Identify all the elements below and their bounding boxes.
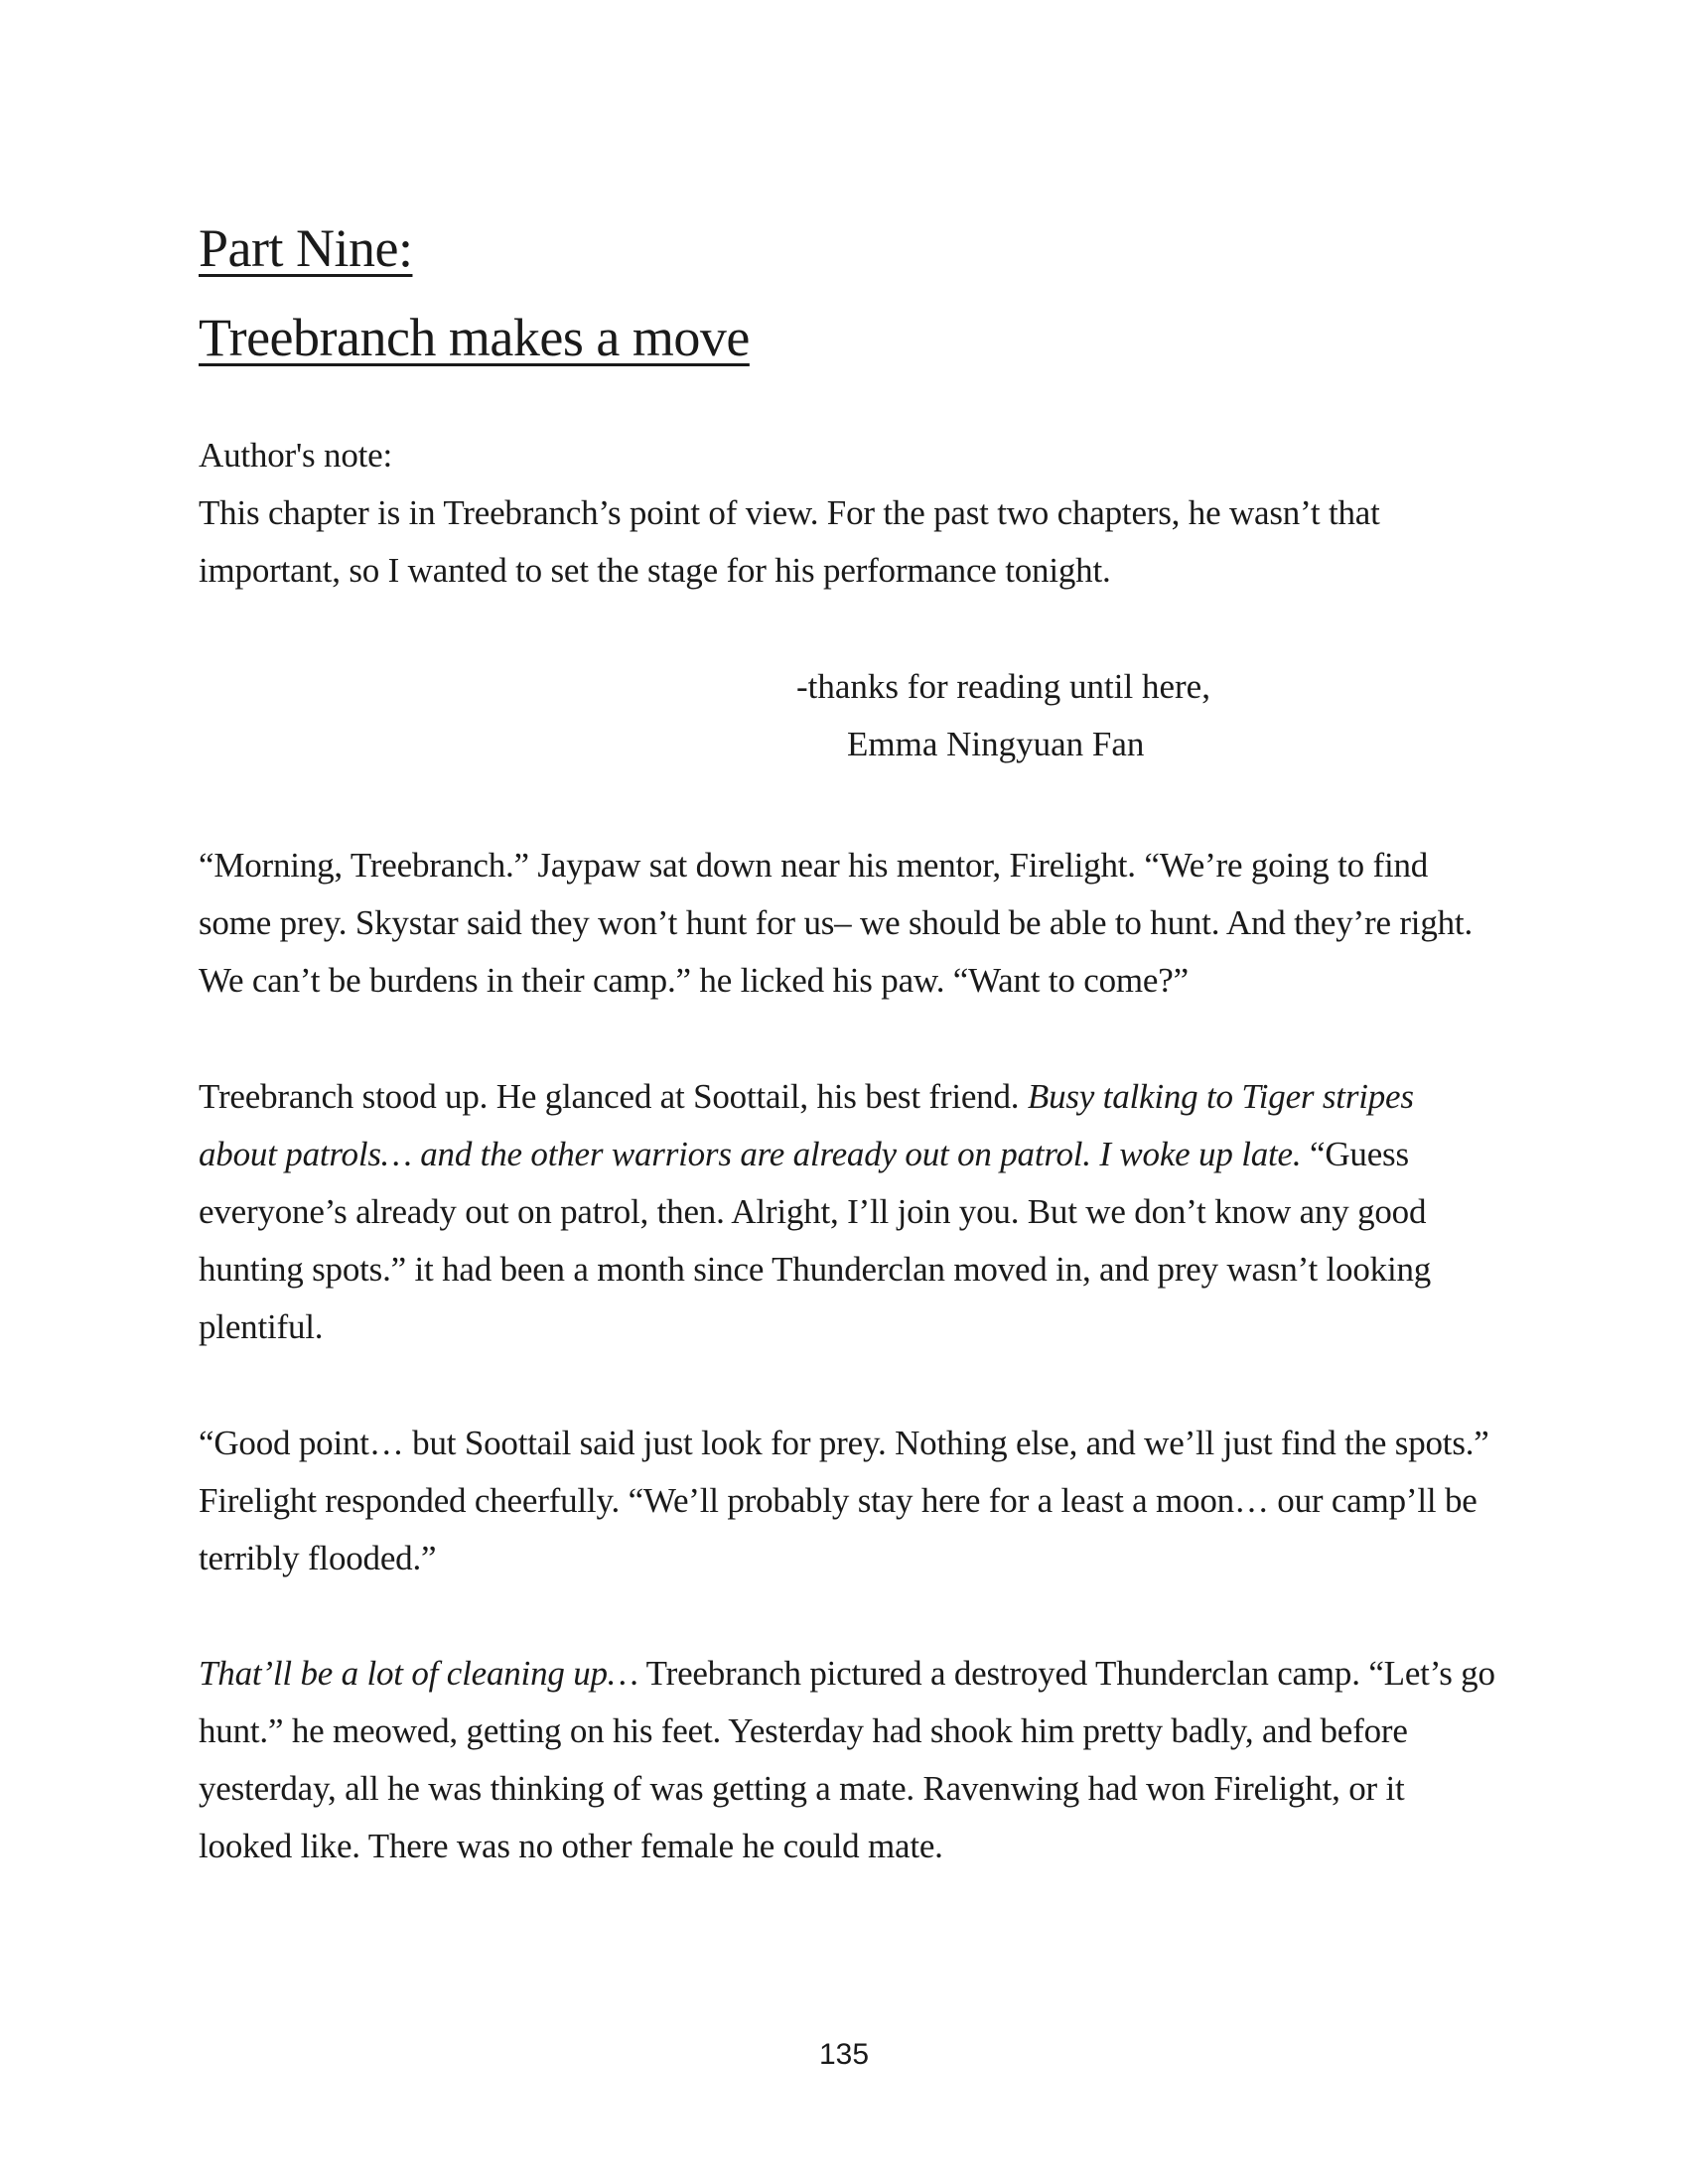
paragraph-2-rest: “Guess everyone’s already out on patrol, then. Alright, I’ll join you. But we don’t know any good hunting spots.” it had been a month since Thunderclan moved in, and prey wasn’t looking plentiful. xyxy=(199,1135,1432,1346)
paragraph-4 xyxy=(199,1645,1499,1875)
paragraph-4-rest: Treebranch pictured a destroyed Thunderclan camp. “Let’s go hunt.” he meowed, getting on his feet. Yesterday had shook him pretty badly, and before yesterday, all he was thinking of was getting a mate. Ravenwing had won Firelight, or it looked like. There was no other female he could mate. xyxy=(199,1654,1495,1865)
author-note xyxy=(199,427,1499,600)
paragraph-4-thought: That’ll be a lot of cleaning up… xyxy=(199,1654,638,1693)
paragraph-2-lead: Treebranch stood up. He glanced at Soottail, his best friend. xyxy=(199,1077,1028,1116)
paragraph-1 xyxy=(199,837,1499,1010)
chapter-title-line-2: Treebranch makes a move xyxy=(199,308,750,367)
author-note-signoff-line-1: -thanks for reading until here, xyxy=(796,667,1210,706)
author-note-signoff-line-2: Emma Ningyuan Fan xyxy=(847,725,1145,763)
author-note-body: This chapter is in Treebranch’s point of view. For the past two chapters, he wasn’t that important, so I wanted to set the stage for his performance tonight. xyxy=(199,493,1380,590)
paragraph-2-thought: Busy talking to Tiger stripes about patrols… and the other warriors are already out on patrol. I woke up late. xyxy=(199,1077,1414,1173)
chapter-title-line-1: Part Nine: xyxy=(199,218,413,278)
paragraph-3-text: “Good point… but Soottail said just look for prey. Nothing else, and we’ll just find the spots.” Firelight responded cheerfully. “We’ll probably stay here for a least a moon… our camp’ll be terribly flooded.” xyxy=(199,1424,1489,1577)
paragraph-3 xyxy=(199,1415,1499,1587)
page-number: 135 xyxy=(818,2038,870,2071)
paragraph-1-text: “Morning, Treebranch.” Jaypaw sat down near his mentor, Firelight. “We’re going to find some prey. Skystar said they won’t hunt for us– we should be able to hunt. And they’re right. We can’t be burdens in their camp.” he licked his paw. “Want to come?” xyxy=(199,846,1473,1000)
chapter-title xyxy=(199,204,1489,382)
author-note-label: Author's note: xyxy=(199,436,393,475)
paragraph-2 xyxy=(199,1068,1499,1356)
